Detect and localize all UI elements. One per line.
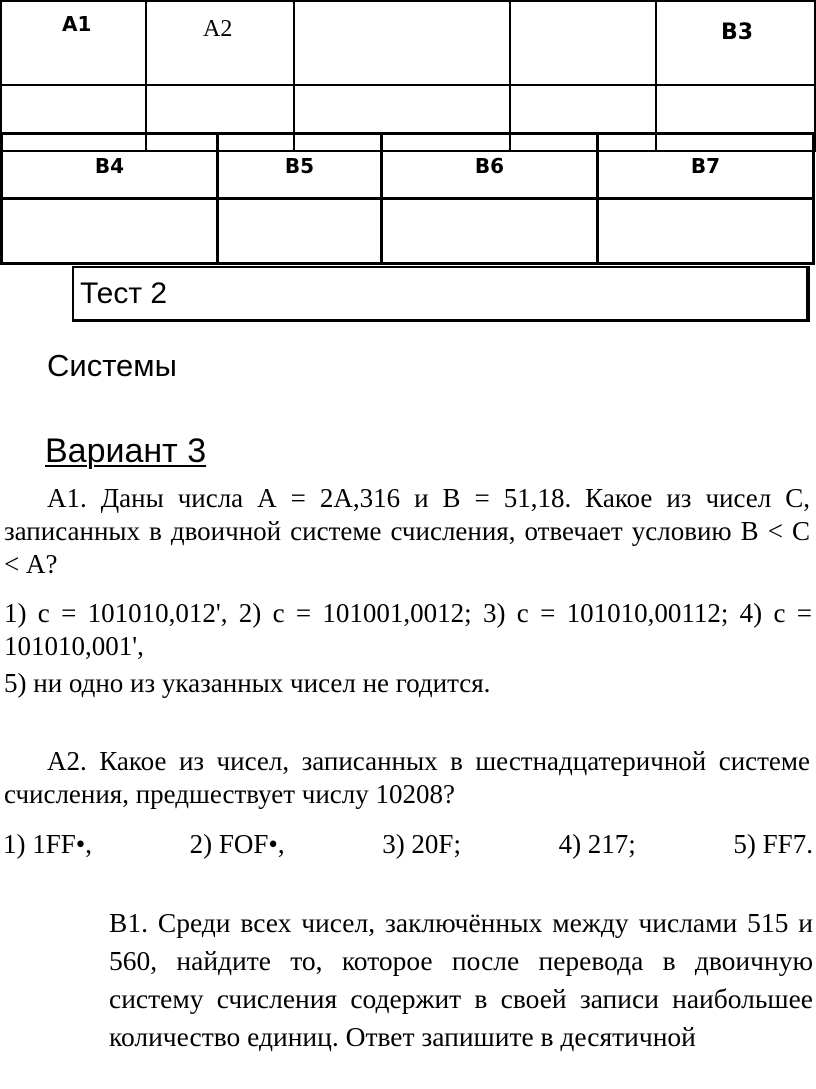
answer-cell[interactable] [2,199,218,264]
variant-heading: Вариант 3 [45,432,207,470]
cell-empty-header [510,1,656,85]
question-a1-option-5: 5) ни одно из указанных чисел не годится. [4,668,491,698]
question-a1-text: А1. Даны числа А = 2А,316 и В = 51,18. Какое из чисел С, записанных в двоичной системе счисления, отвечает условию В < С < А? [4,483,810,579]
cell-b4-label: B4 [2,134,218,199]
answer-grid-bottom-answer-row [2,199,814,264]
answer-grid-bottom [0,132,815,265]
answer-cell[interactable] [382,199,598,264]
answer-grid-bottom-header-row [2,134,814,199]
test-title: Тест 2 [80,277,168,310]
a2-option-1: 1) 1FF•, [3,829,92,859]
cell-b3-label: B3 [656,1,815,85]
answer-grid-top-header-row [1,1,815,85]
a2-option-3: 3) 20F; [382,829,461,859]
cell-a1-label: A1 [1,1,146,85]
a2-option-2: 2) FOF•, [189,829,285,859]
question-a2-text: А2. Какое из чисел, записанных в шестнадцатеричной системе счисления, предшествует числу 10208? [4,746,810,809]
a2-option-5: 5) FF7. [733,829,813,859]
cell-b6-label: B6 [382,134,598,199]
cell-empty-header [294,1,510,85]
question-b1-text: В1. Среди всех чисел, заключённых между числами 515 и 560, найдите то, которое после перевода в двоичную систему счисления содержит в своей записи наибольшее количество единиц. Ответ запишите в десятичной [109,907,813,1052]
cell-a2-label: A2 [146,1,294,85]
question-a1-options: 1) с = 101010,012', 2) с = 101001,0012; 3) с = 101010,00112; 4) с = 101010,001', [4,598,812,661]
answer-cell[interactable] [598,199,814,264]
cell-b5-label: B5 [218,134,382,199]
answer-cell[interactable] [218,199,382,264]
question-a2-options [3,828,813,861]
subject-heading: Системы [47,348,177,383]
a2-option-4: 4) 217; [558,829,636,859]
test-title-box [72,266,810,322]
cell-b7-label: B7 [598,134,814,199]
answer-grid-top [0,0,816,152]
